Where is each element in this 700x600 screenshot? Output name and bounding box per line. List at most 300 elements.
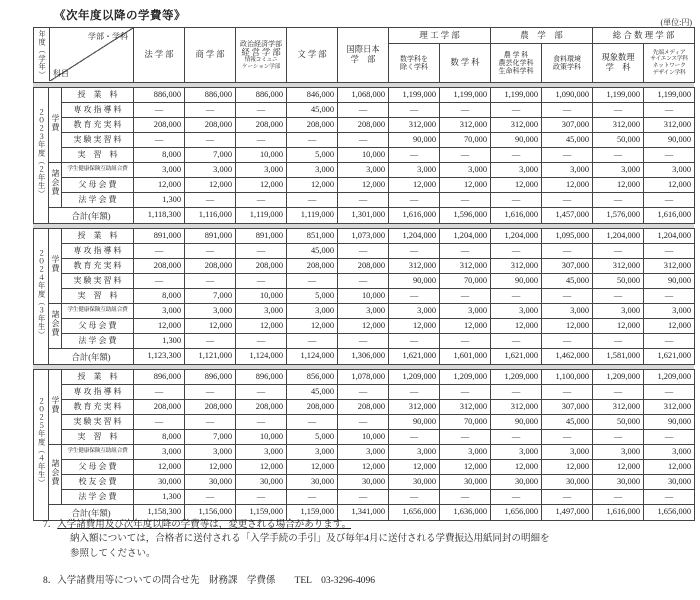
fee-value: ― <box>593 103 644 118</box>
fee-value: 12,000 <box>440 319 491 334</box>
fee-value: 208,000 <box>338 400 389 415</box>
fee-value: 3,000 <box>134 445 185 460</box>
fee-value: 50,000 <box>593 415 644 430</box>
total-row <box>34 349 695 365</box>
fee-value: 1,073,000 <box>338 229 389 244</box>
fee-value: 1,209,000 <box>440 370 491 385</box>
fee-value: 7,000 <box>185 289 236 304</box>
fee-value: ― <box>185 490 236 505</box>
fee-value: 12,000 <box>440 178 491 193</box>
total-value: 1,156,000 <box>185 505 236 521</box>
column-header <box>338 28 389 83</box>
unit-label: (単位:円) <box>660 18 692 27</box>
fee-year-block <box>33 87 695 224</box>
fee-value: 12,000 <box>491 460 542 475</box>
fee-row <box>34 103 695 118</box>
column-header <box>593 44 644 83</box>
fee-row <box>34 319 695 334</box>
fee-value: 3,000 <box>338 163 389 178</box>
fee-value: 12,000 <box>389 460 440 475</box>
column-header-line: 農芸化学科 <box>498 58 534 67</box>
total-value: 1,656,000 <box>491 505 542 521</box>
fee-value: 3,000 <box>287 304 338 319</box>
fee-value: 45,000 <box>542 274 593 289</box>
fee-value: 7,000 <box>185 430 236 445</box>
fee-value: 312,000 <box>389 118 440 133</box>
fee-value: ― <box>338 334 389 349</box>
fee-value: 1,204,000 <box>644 229 695 244</box>
total-value: 1,601,000 <box>440 349 491 365</box>
total-value: 1,596,000 <box>440 208 491 224</box>
fee-value: 307,000 <box>542 118 593 133</box>
total-value: 1,158,300 <box>134 505 185 521</box>
fee-value: 3,000 <box>185 304 236 319</box>
fee-value: 886,000 <box>134 88 185 103</box>
fee-value: ― <box>185 334 236 349</box>
column-header-line: 先端メディア <box>652 49 686 56</box>
fee-value: 8,000 <box>134 148 185 163</box>
fee-row <box>34 385 695 400</box>
fee-row <box>34 274 695 289</box>
fee-value: ― <box>440 490 491 505</box>
column-header <box>542 44 593 83</box>
total-value: 1,124,000 <box>236 349 287 365</box>
total-value: 1,301,000 <box>338 208 389 224</box>
fee-value: 10,000 <box>338 289 389 304</box>
fee-value: ― <box>185 244 236 259</box>
fee-value: ― <box>491 193 542 208</box>
fee-value: 30,000 <box>440 475 491 490</box>
fee-value: 12,000 <box>338 460 389 475</box>
fee-value: 1,078,000 <box>338 370 389 385</box>
note-7-text: 入学諸費用及び次年度以降の学費等は，変更される場合があります。 <box>57 520 352 530</box>
total-value: 1,306,000 <box>338 349 389 365</box>
fee-value: 312,000 <box>491 400 542 415</box>
fee-value: ― <box>338 193 389 208</box>
fee-value: 3,000 <box>440 445 491 460</box>
fee-value: 3,000 <box>134 163 185 178</box>
fee-value: ― <box>389 334 440 349</box>
column-header-line: 除く学科 <box>400 63 429 71</box>
fee-value: 12,000 <box>491 178 542 193</box>
fee-value: 90,000 <box>644 133 695 148</box>
column-header-line: 学 部 <box>350 55 376 64</box>
fee-value: 3,000 <box>287 445 338 460</box>
year-label-text: ２０２５年度（４年生） <box>37 397 46 488</box>
fee-value: 70,000 <box>440 133 491 148</box>
fee-group-text: 諸会費 <box>51 458 60 486</box>
fee-value: 886,000 <box>185 88 236 103</box>
faculty-group-header: 農 学 部 <box>491 28 593 44</box>
total-value: 1,581,000 <box>593 349 644 365</box>
total-value: 1,116,000 <box>185 208 236 224</box>
fee-value: 10,000 <box>236 148 287 163</box>
fee-value: ― <box>134 103 185 118</box>
note-7-line-2: 納入額については，合格者に送付される「入学手続の手引」及び毎年4月に送付される学費振込用紙同封の明細を <box>70 534 550 545</box>
fee-row <box>34 193 695 208</box>
fee-value: 312,000 <box>644 259 695 274</box>
corner-wrap <box>34 28 133 81</box>
total-value: 1,123,300 <box>134 349 185 365</box>
fee-value: 30,000 <box>491 475 542 490</box>
total-value: 1,621,000 <box>491 349 542 365</box>
fee-value: 12,000 <box>542 178 593 193</box>
fee-row <box>34 133 695 148</box>
column-header-line: 農 学 科 <box>503 50 529 59</box>
fee-group-label <box>49 445 62 505</box>
fee-row <box>34 289 695 304</box>
fee-value: ― <box>644 103 695 118</box>
fee-value: ― <box>338 490 389 505</box>
fee-value: 12,000 <box>593 178 644 193</box>
faculty-axis-label: 学部・学科 <box>88 32 129 41</box>
column-header-line: ネットワーク <box>652 63 686 69</box>
fee-value: ― <box>185 133 236 148</box>
fee-value: 3,000 <box>389 304 440 319</box>
total-value: 1,119,000 <box>236 208 287 224</box>
fee-value: 3,000 <box>644 445 695 460</box>
fee-group-label <box>49 304 62 349</box>
fee-value: 312,000 <box>440 118 491 133</box>
fee-value: 50,000 <box>593 274 644 289</box>
total-value: 1,462,000 <box>542 349 593 365</box>
fee-value: 208,000 <box>236 118 287 133</box>
fee-value: 10,000 <box>236 430 287 445</box>
total-value: 1,159,000 <box>287 505 338 521</box>
fee-item-label: 教 育 充 実 料 <box>62 118 134 133</box>
fee-value: 1,204,000 <box>593 229 644 244</box>
fee-value: 3,000 <box>236 304 287 319</box>
fee-value: 3,000 <box>338 304 389 319</box>
footnotes <box>43 518 683 588</box>
fee-value: ― <box>644 244 695 259</box>
fee-value: 12,000 <box>185 460 236 475</box>
fee-value: ― <box>287 415 338 430</box>
fee-value: 891,000 <box>236 229 287 244</box>
fee-value: ― <box>593 490 644 505</box>
fee-value: 1,300 <box>134 334 185 349</box>
fee-value: ― <box>185 385 236 400</box>
fee-value: 312,000 <box>491 259 542 274</box>
fee-row <box>34 88 695 103</box>
fee-group-label <box>49 88 62 163</box>
fee-value: 12,000 <box>644 178 695 193</box>
fee-value: 12,000 <box>593 460 644 475</box>
tuition-fee-table <box>33 27 694 521</box>
fee-value: ― <box>440 244 491 259</box>
fee-value: ― <box>287 193 338 208</box>
fee-value: ― <box>644 490 695 505</box>
fee-value: 208,000 <box>134 259 185 274</box>
fee-value: 208,000 <box>236 400 287 415</box>
fee-group-text: 学費 <box>51 254 60 273</box>
year-axis-header <box>34 28 50 81</box>
note-7-number: 7． <box>43 520 58 530</box>
fee-value: 12,000 <box>491 319 542 334</box>
fee-row <box>34 118 695 133</box>
fee-row <box>34 244 695 259</box>
fee-value: 3,000 <box>542 445 593 460</box>
faculty-group-header: 理 工 学 部 <box>389 28 491 44</box>
fee-value: ― <box>593 385 644 400</box>
fee-group-text: 諸会費 <box>51 169 60 196</box>
fee-value: 1,100,000 <box>542 370 593 385</box>
fee-row <box>34 148 695 163</box>
fee-value: 1,209,000 <box>389 370 440 385</box>
fee-value: 30,000 <box>236 475 287 490</box>
fee-value: 3,000 <box>389 445 440 460</box>
fee-value: ― <box>491 490 542 505</box>
fee-value: 5,000 <box>287 148 338 163</box>
fee-value: 30,000 <box>542 475 593 490</box>
fee-value: 3,000 <box>644 304 695 319</box>
fee-value: 1,095,000 <box>542 229 593 244</box>
fee-value: ― <box>644 148 695 163</box>
fee-value: 896,000 <box>134 370 185 385</box>
fee-value: ― <box>440 289 491 304</box>
fee-value: 30,000 <box>287 475 338 490</box>
fee-row <box>34 178 695 193</box>
fee-item-label: 実 験 実 習 料 <box>62 274 134 289</box>
fee-value: 208,000 <box>134 400 185 415</box>
fee-value: 12,000 <box>440 460 491 475</box>
fee-value: 3,000 <box>491 163 542 178</box>
fee-value: 312,000 <box>593 400 644 415</box>
fee-item-label: 学生健康保険互助組合費 <box>62 163 134 178</box>
fee-value: 312,000 <box>440 259 491 274</box>
fee-value: ― <box>542 103 593 118</box>
fee-value: 3,000 <box>287 163 338 178</box>
fee-group-label <box>49 163 62 208</box>
fee-item-label: 専 攻 指 導 料 <box>62 244 134 259</box>
fee-value: ― <box>389 490 440 505</box>
fee-value: 3,000 <box>440 304 491 319</box>
fee-value: 1,204,000 <box>440 229 491 244</box>
fee-value: 12,000 <box>338 319 389 334</box>
fee-value: 3,000 <box>389 163 440 178</box>
fee-value: 90,000 <box>389 274 440 289</box>
fee-value: 208,000 <box>287 259 338 274</box>
fee-value: ― <box>287 490 338 505</box>
subject-axis-label: 科目 <box>53 69 69 78</box>
fee-row <box>34 259 695 274</box>
fee-value: ― <box>593 193 644 208</box>
column-header <box>134 28 185 83</box>
year-label <box>34 229 49 365</box>
fee-value: 50,000 <box>593 133 644 148</box>
fee-value: 846,000 <box>287 88 338 103</box>
column-header-line: 情報コミュニ <box>244 57 278 64</box>
fee-value: 30,000 <box>593 475 644 490</box>
table-header <box>33 27 695 83</box>
fee-value: 3,000 <box>185 445 236 460</box>
fee-value: ― <box>440 103 491 118</box>
corner-diagonal <box>50 28 133 81</box>
fee-item-label: 法 学 会 費 <box>62 334 134 349</box>
fee-value: 312,000 <box>491 118 542 133</box>
total-value: 1,497,000 <box>542 505 593 521</box>
fee-value: 12,000 <box>236 319 287 334</box>
fee-value: 12,000 <box>389 319 440 334</box>
fee-value: 1,300 <box>134 193 185 208</box>
fee-value: 30,000 <box>389 475 440 490</box>
fee-value: 3,000 <box>185 163 236 178</box>
fee-value: ― <box>185 103 236 118</box>
fee-value: 90,000 <box>644 274 695 289</box>
fee-value: 8,000 <box>134 430 185 445</box>
fee-row <box>34 445 695 460</box>
column-header <box>236 28 287 83</box>
fee-row <box>34 430 695 445</box>
fee-value: 312,000 <box>440 400 491 415</box>
fee-value: 90,000 <box>389 415 440 430</box>
fee-row <box>34 490 695 505</box>
column-header-line: 政治経済学部 <box>240 39 283 48</box>
fee-value: ― <box>542 244 593 259</box>
fee-value: 3,000 <box>134 304 185 319</box>
fee-value: 1,300 <box>134 490 185 505</box>
fee-row <box>34 415 695 430</box>
fee-value: 1,199,000 <box>440 88 491 103</box>
column-header-line: 法 学 部 <box>144 50 174 60</box>
year-label-text: ２０２４年度（３年生） <box>37 248 46 340</box>
fee-value: ― <box>338 103 389 118</box>
column-header-line: ケーション学部 <box>241 63 281 70</box>
column-header-line: サイエンス学科 <box>650 56 688 63</box>
fee-value: ― <box>236 490 287 505</box>
fee-value: 12,000 <box>644 460 695 475</box>
fee-value: ― <box>389 244 440 259</box>
fee-value: ― <box>440 430 491 445</box>
fee-value: 208,000 <box>236 259 287 274</box>
fee-row <box>34 334 695 349</box>
fee-value: ― <box>389 430 440 445</box>
total-value: 1,621,000 <box>389 349 440 365</box>
fee-year-block <box>33 369 695 521</box>
fee-value: ― <box>287 133 338 148</box>
total-value: 1,124,000 <box>287 349 338 365</box>
fee-value: 3,000 <box>593 163 644 178</box>
fee-value: 896,000 <box>185 370 236 385</box>
fee-value: 312,000 <box>593 118 644 133</box>
fee-value: 208,000 <box>338 259 389 274</box>
total-value: 1,616,000 <box>491 208 542 224</box>
fee-value: 3,000 <box>491 304 542 319</box>
total-value: 1,656,000 <box>389 505 440 521</box>
faculty-group-header: 総 合 数 理 学 部 <box>593 28 695 44</box>
fee-value: 312,000 <box>389 400 440 415</box>
fee-value: 12,000 <box>236 460 287 475</box>
fee-value: ― <box>440 148 491 163</box>
fee-item-label: 教 育 充 実 料 <box>62 259 134 274</box>
total-value: 1,616,000 <box>644 208 695 224</box>
fee-value: ― <box>542 193 593 208</box>
fee-value: ― <box>440 385 491 400</box>
fee-value: 1,209,000 <box>593 370 644 385</box>
fee-value: 45,000 <box>287 103 338 118</box>
fee-value: ― <box>491 103 542 118</box>
fee-value: 3,000 <box>542 163 593 178</box>
fee-value: 12,000 <box>542 460 593 475</box>
fee-value: ― <box>236 274 287 289</box>
total-label: 合計(年額) <box>49 208 134 224</box>
year-label-text: ２０２３年度（２年生） <box>37 107 46 199</box>
fee-value: 90,000 <box>491 133 542 148</box>
total-value: 1,621,000 <box>644 349 695 365</box>
fee-value: 891,000 <box>134 229 185 244</box>
fee-value: 12,000 <box>287 178 338 193</box>
fee-value: 5,000 <box>287 289 338 304</box>
fee-row <box>34 163 695 178</box>
column-header <box>440 44 491 83</box>
fee-value: ― <box>593 244 644 259</box>
year-label <box>34 88 49 224</box>
fee-value: ― <box>338 244 389 259</box>
fee-item-label: 実 習 料 <box>62 148 134 163</box>
fee-value: 12,000 <box>644 319 695 334</box>
fee-value: ― <box>440 334 491 349</box>
fee-value: ― <box>644 385 695 400</box>
fee-value: 12,000 <box>287 319 338 334</box>
total-value: 1,576,000 <box>593 208 644 224</box>
total-value: 1,636,000 <box>440 505 491 521</box>
fee-value: 1,199,000 <box>491 88 542 103</box>
fee-value: ― <box>287 334 338 349</box>
column-header <box>287 28 338 83</box>
fee-value: 208,000 <box>287 118 338 133</box>
fee-value: ― <box>644 289 695 304</box>
total-value: 1,616,000 <box>593 505 644 521</box>
fee-row <box>34 229 695 244</box>
column-header-line: 文 学 部 <box>297 50 327 60</box>
fee-value: 1,199,000 <box>593 88 644 103</box>
fee-value: 30,000 <box>644 475 695 490</box>
total-value: 1,118,300 <box>134 208 185 224</box>
fee-value: 312,000 <box>644 400 695 415</box>
fee-value: ― <box>491 289 542 304</box>
fee-value: 3,000 <box>491 445 542 460</box>
total-label: 合計(年額) <box>49 505 134 521</box>
fee-value: 12,000 <box>593 319 644 334</box>
fee-value: ― <box>542 148 593 163</box>
fee-item-label: 校 友 会 費 <box>62 475 134 490</box>
fee-item-label: 父 母 会 費 <box>62 178 134 193</box>
fee-value: ― <box>644 430 695 445</box>
fee-value: 7,000 <box>185 148 236 163</box>
column-header-line: 数 学 科 <box>450 58 480 68</box>
fee-value: ― <box>389 148 440 163</box>
fee-value: ― <box>593 334 644 349</box>
page-title: 《次年度以降の学費等》 <box>54 10 186 22</box>
fee-value: ― <box>236 415 287 430</box>
total-row <box>34 208 695 224</box>
fee-row <box>34 370 695 385</box>
fee-value: 12,000 <box>389 178 440 193</box>
fee-value: 1,209,000 <box>644 370 695 385</box>
fee-value: 45,000 <box>287 385 338 400</box>
fee-value: ― <box>236 334 287 349</box>
fee-value: 208,000 <box>134 118 185 133</box>
fee-value: ― <box>542 289 593 304</box>
fee-value: 3,000 <box>542 304 593 319</box>
fee-value: 896,000 <box>236 370 287 385</box>
column-header-line: デザイン学科 <box>652 69 686 76</box>
fee-value: 3,000 <box>236 445 287 460</box>
header-group-row <box>34 28 695 44</box>
fee-value: 3,000 <box>593 445 644 460</box>
fee-value: 312,000 <box>593 259 644 274</box>
fee-row <box>34 475 695 490</box>
